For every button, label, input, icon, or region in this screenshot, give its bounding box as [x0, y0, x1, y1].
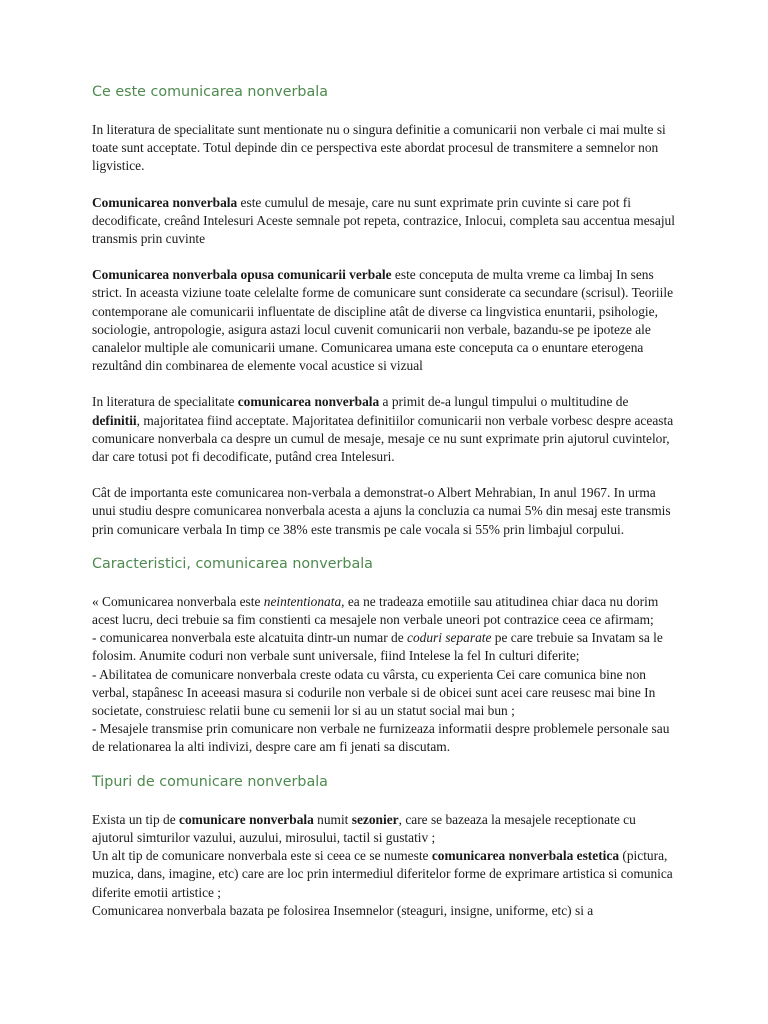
text-run: , ea ne tradeaza emotiile sau atitudinea chiar daca nu dorim acest lucru, deci trebuie sa fim constienti ca mesajele non verbale uneori pot contrazice ceea ce afirmam;	[92, 593, 659, 628]
section-heading-ce-este: Ce este comunicarea nonverbala	[92, 84, 329, 100]
text-run: este cumulul de mesaje, care nu sunt exprimate prin cuvinte si care pot fi decodificate, creând Intelesuri Aceste semnale pot repeta, contrazice, Inlocui, completa sau accentua mesajul transmis prin cuvinte	[92, 194, 675, 247]
bold-term: definitii	[92, 412, 137, 428]
text-run: - Abilitatea de comunicare nonverbala creste odata cu vârsta, cu experienta Cei care comunica bine non verbal, stapânesc In aceeasi masura si codurile non verbale si de obicei sunt acei care reusesc mai bine In societate, construiesc relatii bune cu semenii lor si au un statut social mai bun ;	[92, 666, 656, 719]
paragraph-intro	[92, 121, 676, 176]
italic-term: coduri separate	[407, 630, 492, 646]
bold-term: comunicarea nonverbala estetica	[431, 848, 620, 864]
italic-term: neintentionata	[263, 593, 342, 609]
text-run: pe care trebuie sa Invatam sa le folosim. Anumite coduri non verbale sunt universale, fiind Intelese la fel In culturi diferite;	[92, 630, 663, 664]
text-run: - comunicarea nonverbala este alcatuita dintr-un numar de	[92, 630, 408, 646]
text-run: Exista un tip de	[92, 811, 180, 827]
text-run: (pictura, muzica, dans, imagine, etc) care are loc prin intermediul diferitelor forme de exprimare artistica si comunica diferite emotii artistice ;	[92, 848, 673, 900]
paragraph-opposed-verbal	[92, 266, 676, 375]
bold-term: sezonier	[351, 811, 399, 827]
text-run: Un alt tip de comunicare nonverbala este si ceea ce se numeste	[92, 848, 432, 864]
section-heading-tipuri: Tipuri de comunicare nonverbala	[92, 773, 328, 790]
text-run: este conceputa de multa vreme ca limbaj In sens strict. In aceasta viziune toate celelalte forme de comunicare sunt considerate ca secundare (scrisul). Teoriile contemporane ale comunicarii influentate de discipline atât de diverse ca lingvistica enuntarii, psihologie, sociologie, antropologie, asigura astazi locul cuvenit comunicarii non verbale, bazandu-se pe ipoteze ale canalelor multiple ale comunicarii umane. Comunicarea umana este conceputa ca o enuntare eterogena rezultând din combinarea de elemente vocal acustice si vizual	[92, 267, 674, 374]
text-run: Cât de importanta este comunicarea non-verbala a demonstrat-o Albert Mehrabian, In anul 1967. In urma unui studiu despre comunicarea nonverbala acesta a ajuns la concluzia ca numai 5% din mesaj este transmis prin comunicare verbala In timp ce 38% este transmis pe cale vocala si 55% prin limbajul corpului.	[92, 485, 671, 537]
paragraph-definition	[92, 194, 676, 249]
text-run: numit	[313, 811, 352, 827]
text-run: « Comunicarea nonverbala este	[92, 593, 264, 609]
paragraph-codes	[92, 629, 676, 665]
paragraph-messages	[92, 720, 676, 756]
paragraph-ability	[92, 666, 676, 721]
text-run: , care se bazeaza la mesajele receptionate cu ajutorul simturilor vazului, auzului, mirosului, tactil si gustativ ;	[92, 811, 636, 845]
paragraph-literature	[92, 393, 676, 466]
text-run: In literatura de specialitate sunt mentionate nu o singura definitie a comunicarii non verbale ci mai multe si toate sunt acceptate. Totul depinde din ce perspectiva este abordat procesul de transmitere a semnelor non ligvistice.	[92, 122, 666, 174]
paragraph-aesthetic	[92, 847, 676, 902]
section-heading-caracteristici: Caracteristici, comunicarea nonverbala	[92, 555, 373, 572]
paragraph-mehrabian	[92, 484, 676, 539]
paragraph-seasonal	[92, 811, 676, 847]
text-run: , majoritatea fiind acceptate. Majoritatea definitiilor comunicarii non verbale vorbesc despre aceasta comunicare nonverbala ca despre un cumul de mesaje, mesaje ce nu sunt exprimate prin ajutorul cuvintelor, dar care totusi pot fi decodificate, putând crea Intelesuri.	[92, 412, 674, 465]
bold-term: Comunicarea nonverbala opusa comunicarii verbale	[92, 267, 392, 283]
text-run: In literatura de specialitate	[92, 394, 238, 410]
text-run: - Mesajele transmise prin comunicare non verbale ne furnizeaza informatii despre problemele personale sau de relationarea la alti indivizi, despre care am fi jenati sa discutam.	[92, 721, 670, 755]
bold-term: comunicare nonverbala	[179, 811, 314, 827]
bold-term: Comunicarea nonverbala	[92, 194, 238, 210]
paragraph-unintentional	[92, 593, 676, 629]
text-run: Comunicarea nonverbala bazata pe folosirea Insemnelor (steaguri, insigne, uniforme, etc) si a	[92, 902, 594, 918]
bold-term: comunicarea nonverbala	[237, 394, 380, 410]
text-run: a primit de-a lungul timpului o multitudine de	[379, 394, 629, 410]
paragraph-insignia	[92, 902, 676, 920]
